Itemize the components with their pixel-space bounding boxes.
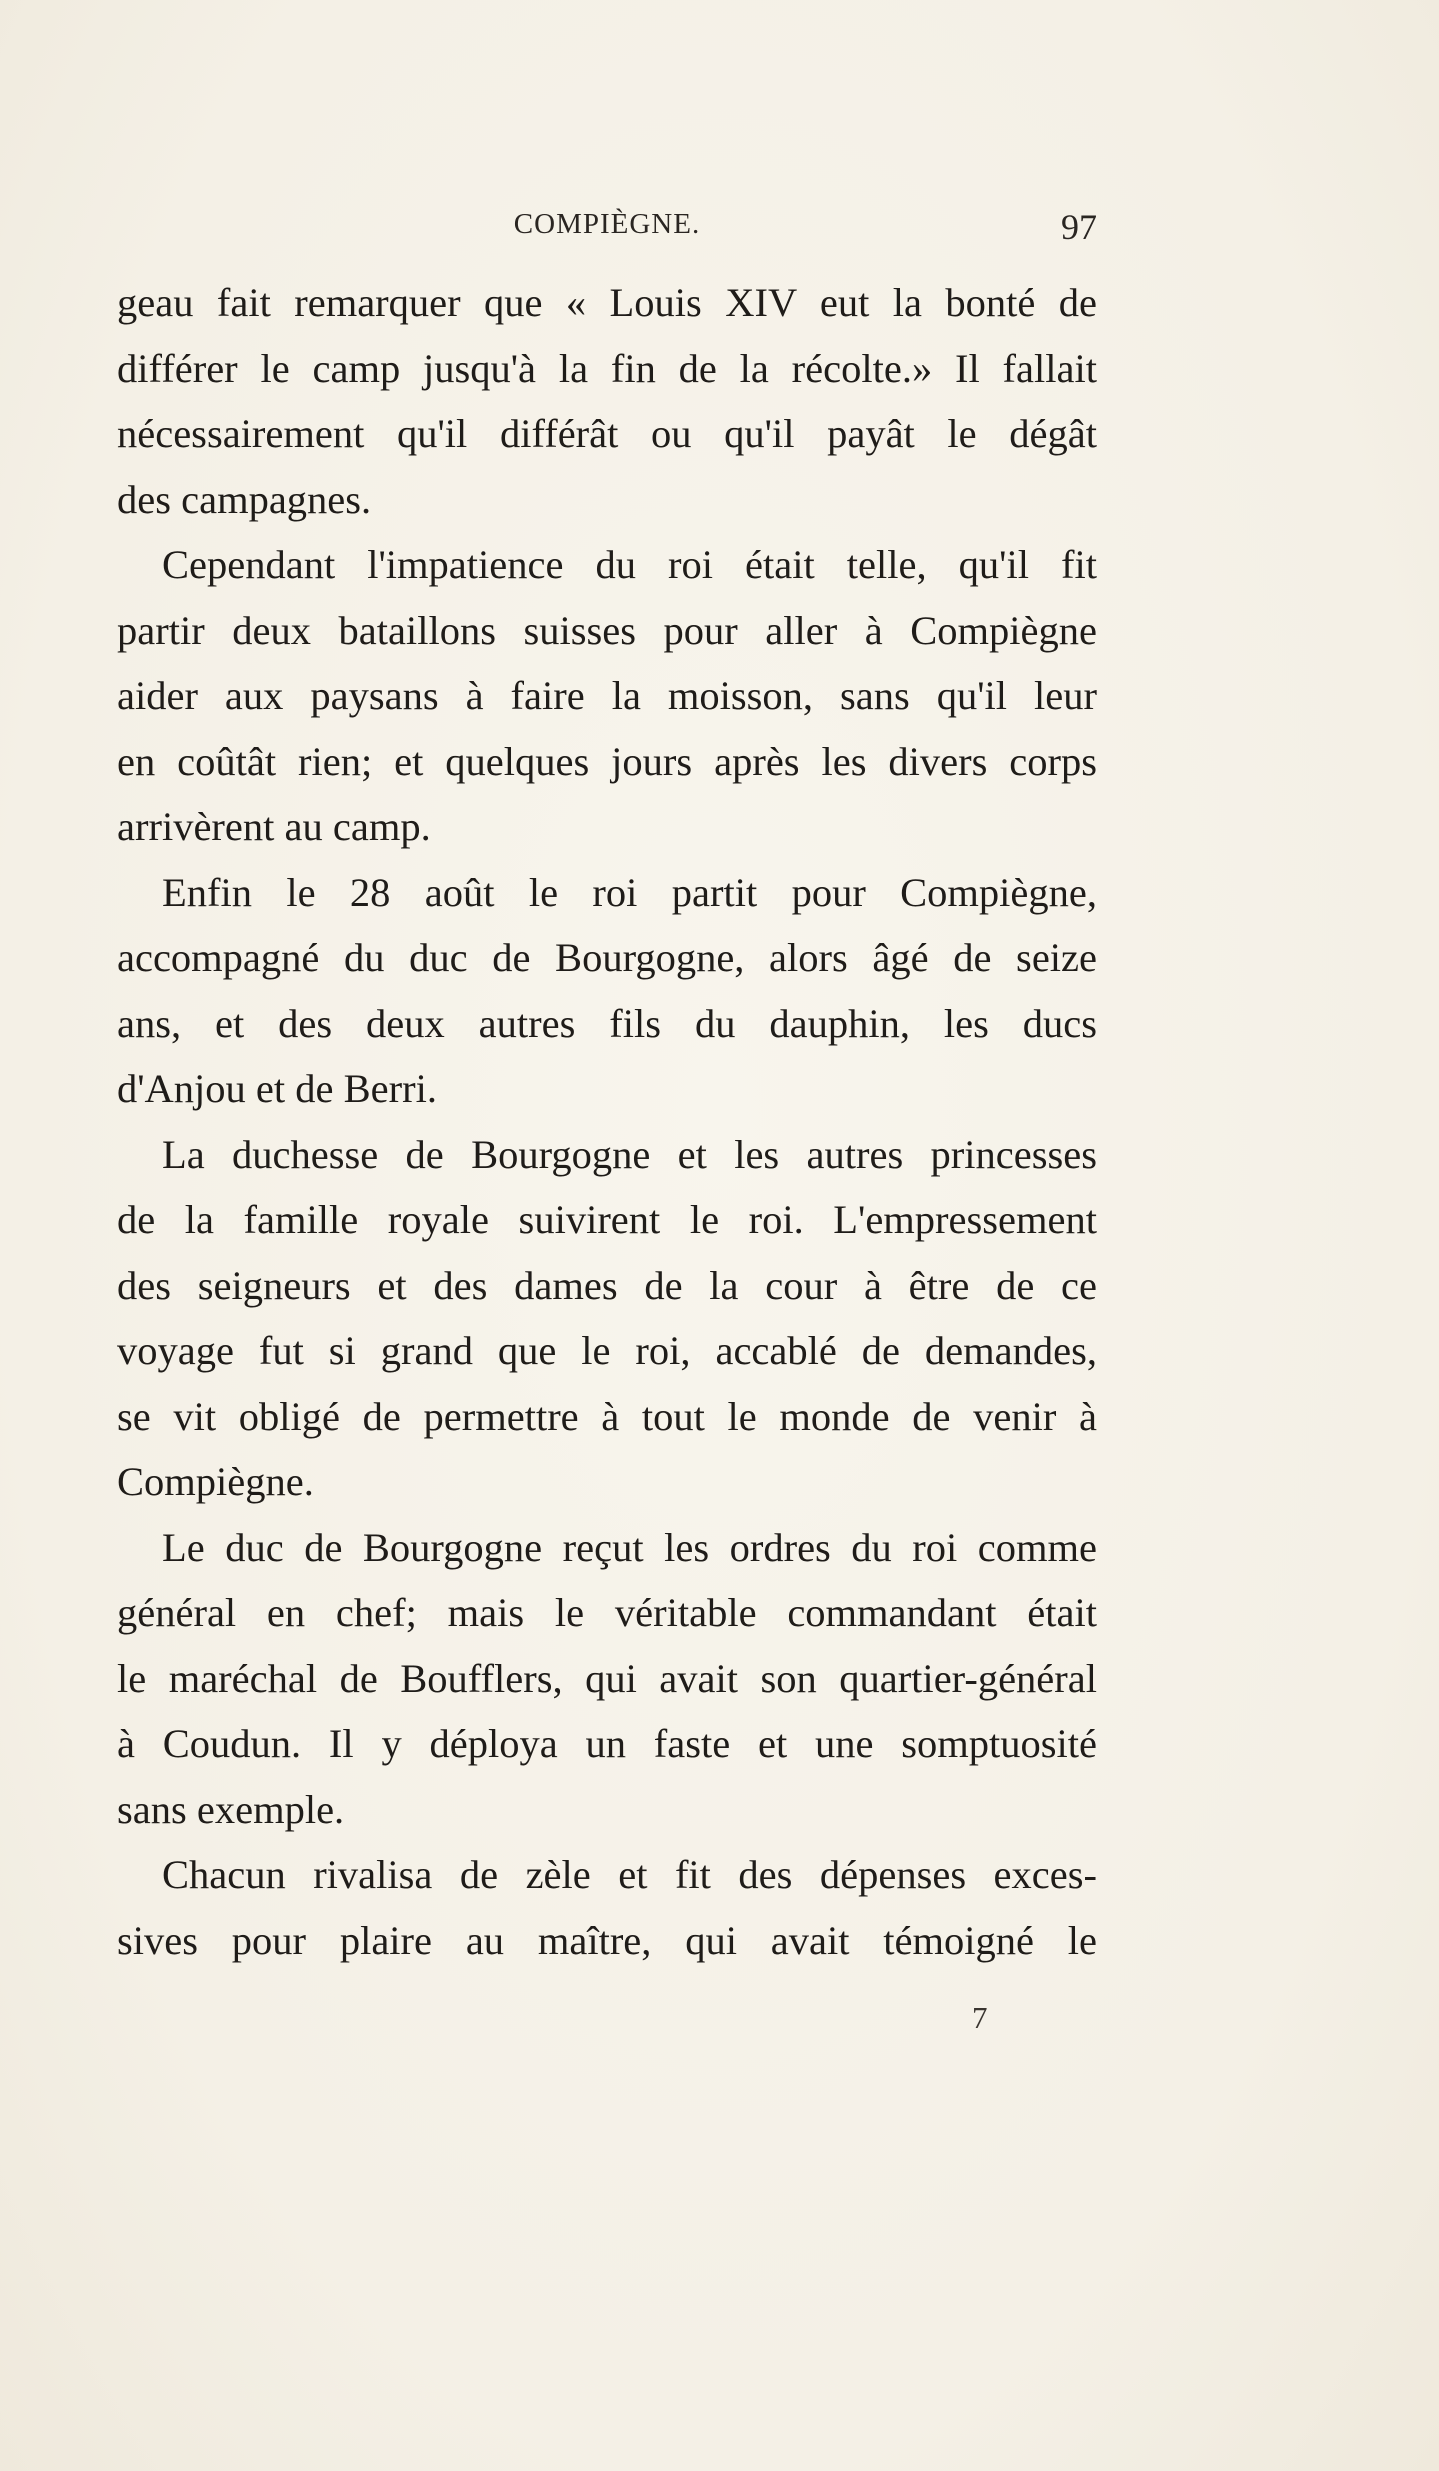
page-number: 97 <box>1061 207 1097 247</box>
signature-mark: 7 <box>972 2000 988 2035</box>
text-line: général en chef; mais le véritable commandant était <box>117 1590 1097 1635</box>
text-line: de la famille royale suivirent le roi. L'empressement <box>117 1197 1097 1242</box>
text-line: accompagné du duc de Bourgogne, alors âgé de seize <box>117 935 1097 980</box>
text-line: des seigneurs et des dames de la cour à être de ce <box>117 1262 1097 1308</box>
page-header <box>117 208 1097 252</box>
text-line: sans exemple. <box>117 1786 345 1832</box>
text-line: à Coudun. Il y déploya un faste et une somptuosité <box>117 1721 1097 1766</box>
text-line: Enfin le 28 août le roi partit pour Compiègne, <box>162 869 1097 915</box>
text-line: en coûtât rien; et quelques jours après les divers corps <box>117 738 1097 784</box>
text-line: sives pour plaire au maître, qui avait témoigné le <box>117 1917 1097 1963</box>
running-head: COMPIÈGNE. <box>513 208 701 240</box>
text-line: geau fait remarquer que « Louis XIV eut la bonté de <box>117 280 1097 325</box>
text-line: Cependant l'impatience du roi était telle, qu'il fit <box>162 542 1097 587</box>
text-line: partir deux bataillons suisses pour aller à Compiègne <box>117 607 1097 653</box>
text-line: Chacun rivalisa de zèle et fit des dépenses exces- <box>162 1852 1097 1897</box>
text-line: Compiègne. <box>117 1459 314 1504</box>
text-line: aider aux paysans à faire la moisson, sans qu'il leur <box>117 673 1097 718</box>
text-line: voyage fut si grand que le roi, accablé de demandes, <box>117 1328 1097 1373</box>
text-line: différer le camp jusqu'à la fin de la récolte.» Il fallait <box>117 345 1097 391</box>
text-line: arrivèrent au camp. <box>117 804 431 849</box>
text-line: Le duc de Bourgogne reçut les ordres du roi comme <box>162 1524 1097 1570</box>
text-line: d'Anjou et de Berri. <box>117 1066 437 1111</box>
text-line: nécessairement qu'il différât ou qu'il payât le dégât <box>117 411 1097 456</box>
text-line: se vit obligé de permettre à tout le monde de venir à <box>117 1393 1097 1439</box>
body-text <box>117 270 1097 1973</box>
text-line: le maréchal de Boufflers, qui avait son quartier-général <box>117 1655 1097 1701</box>
text-line: des campagnes. <box>117 476 372 522</box>
text-line: La duchesse de Bourgogne et les autres princesses <box>162 1131 1097 1177</box>
text-line: ans, et des deux autres fils du dauphin, les ducs <box>117 1000 1097 1046</box>
